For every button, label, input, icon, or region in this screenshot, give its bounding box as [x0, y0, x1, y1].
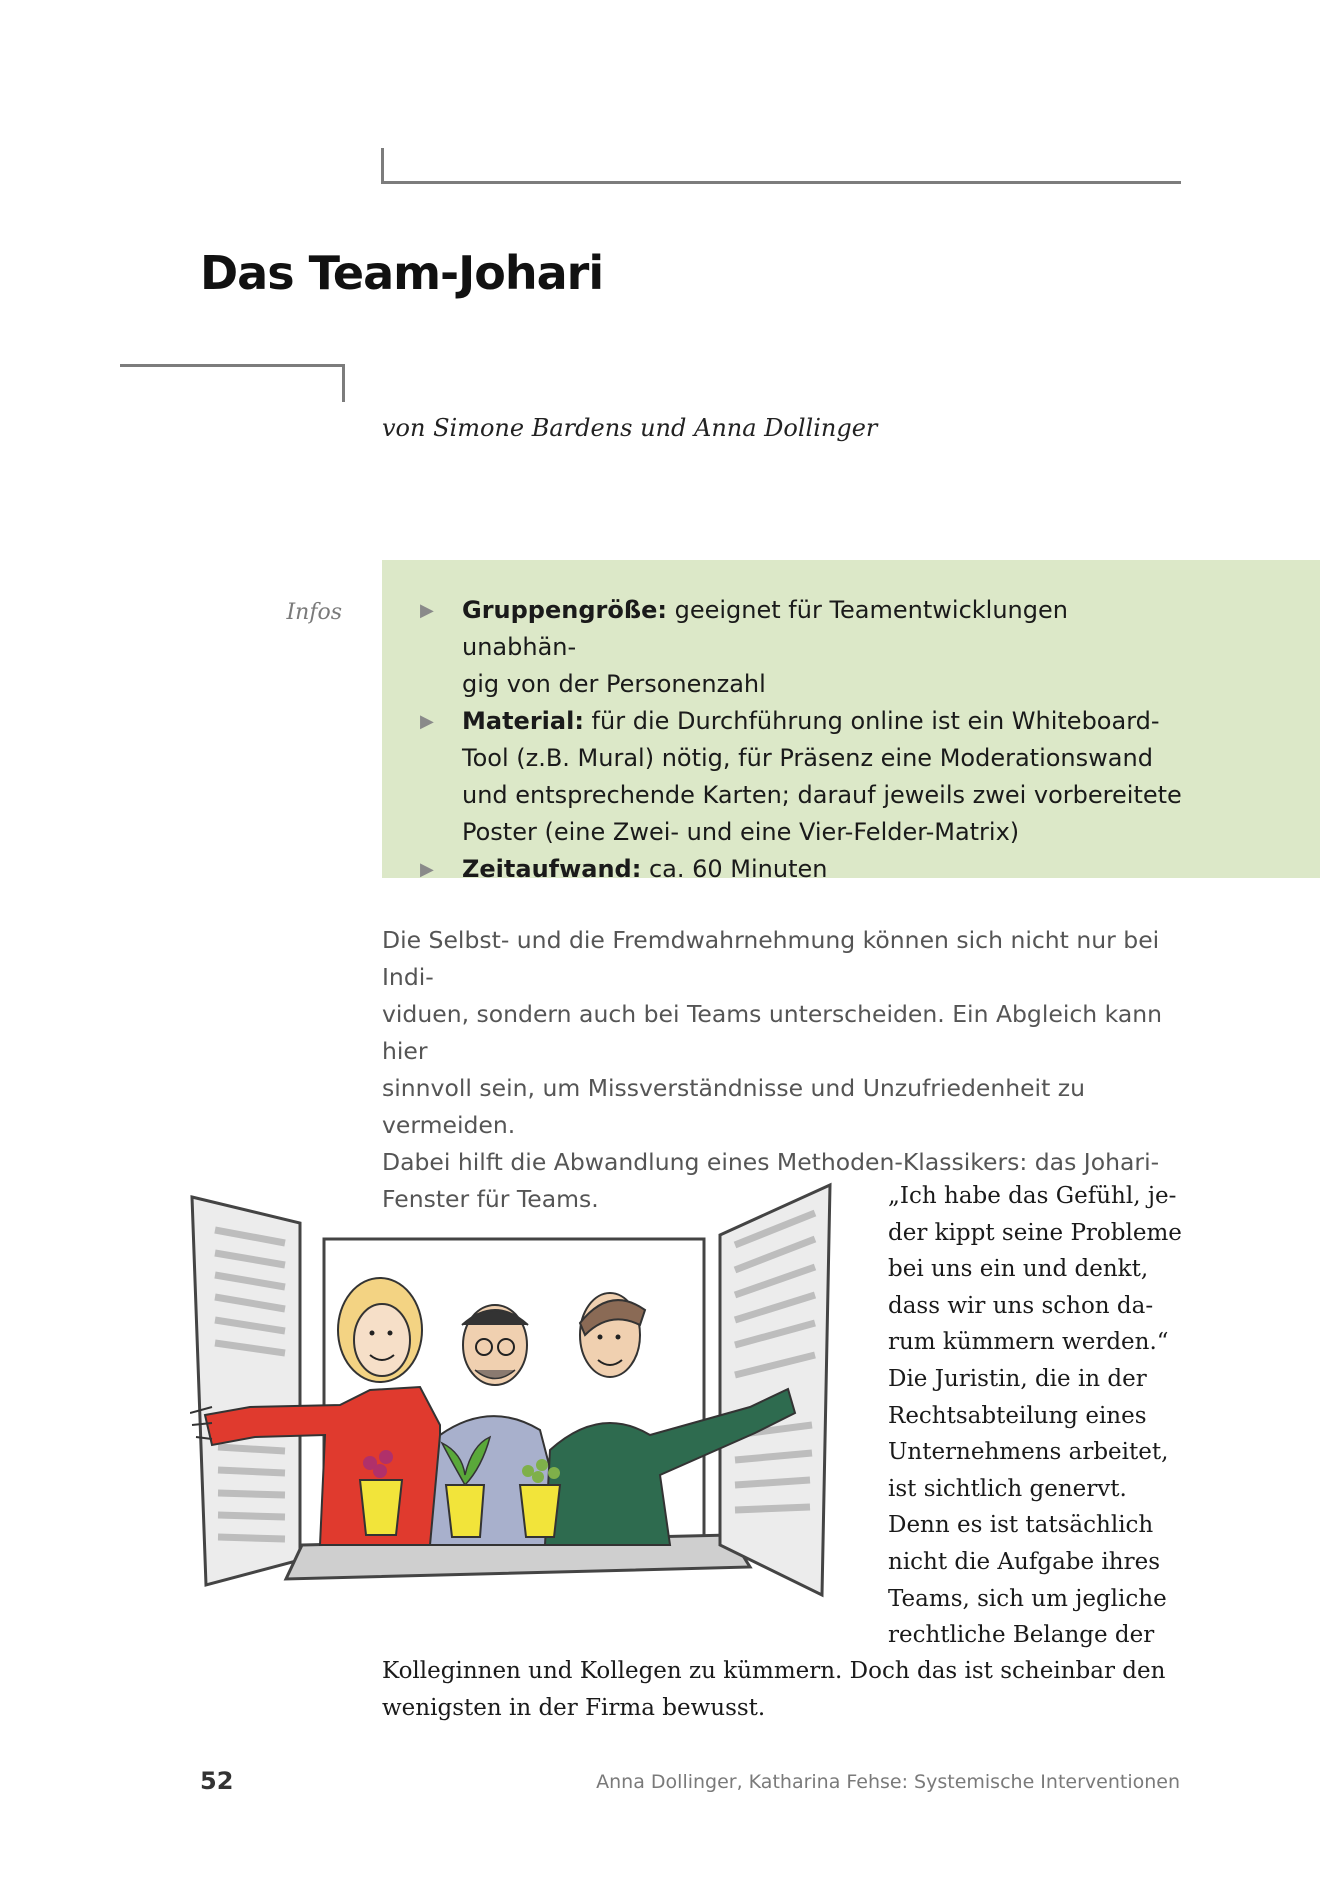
quote-line: Denn es ist tatsächlich [888, 1512, 1154, 1539]
info-term: Material: [462, 707, 584, 735]
info-text: für die Durchführung online ist ein Whiteboard- [583, 707, 1160, 735]
intro-line: Dabei hilft die Abwandlung eines Methoden-Klassikers: das Johari- [382, 1148, 1160, 1176]
triangle-bullet-icon: ▶ [420, 859, 434, 880]
triangle-bullet-icon: ▶ [420, 600, 434, 621]
intro-line: viduen, sondern auch bei Teams unterscheiden. Ein Abgleich kann hier [382, 1000, 1163, 1065]
quote-line: rechtliche Belange der [888, 1622, 1155, 1649]
top-decorative-rule [381, 148, 1181, 184]
quote-line: nicht die Aufgabe ihres [888, 1548, 1161, 1575]
info-term: Gruppengröße: [462, 596, 667, 624]
window-team-illustration [190, 1175, 840, 1615]
quote-line: ist sichtlich genervt. [888, 1475, 1127, 1502]
quote-line: Rechtsabteilung eines [888, 1402, 1147, 1429]
quote-line: dass wir uns schon da- [888, 1292, 1154, 1319]
info-item-time [420, 851, 1182, 888]
quote-line: Kolleginnen und Kollegen zu kümmern. Doch das ist scheinbar den [382, 1658, 1166, 1684]
intro-paragraph [382, 922, 1182, 1218]
intro-line: Die Selbst- und die Fremdwahrnehmung können sich nicht nur bei Indi- [382, 926, 1160, 991]
info-text: Poster (eine Zwei- und eine Vier-Felder-Matrix) [462, 818, 1020, 846]
mid-decorative-rule [120, 364, 345, 402]
info-text: ca. 60 Minuten [641, 855, 828, 883]
info-text: Tool (z.B. Mural) nötig, für Präsenz eine Moderationswand [462, 744, 1153, 772]
authors-line: von Simone Bardens und Anna Dollinger [382, 414, 878, 442]
quote-line: Die Juristin, die in der [888, 1365, 1147, 1392]
right-shutter [720, 1185, 830, 1595]
footer-credit: Anna Dollinger, Katharina Fehse: Systemische Interventionen [596, 1771, 1180, 1793]
quote-line: Unternehmens arbeitet, [888, 1439, 1169, 1466]
page-title: Das Team-Johari [200, 246, 604, 300]
quote-paragraph [888, 1178, 1188, 1654]
intro-line: Fenster für Teams. [382, 1185, 599, 1213]
quote-line: rum kümmern werden.“ [888, 1329, 1169, 1356]
triangle-bullet-icon: ▶ [420, 711, 434, 732]
infos-label: Infos [286, 600, 342, 625]
info-item-group-size [420, 592, 1182, 703]
quote-line: bei uns ein und denkt, [888, 1256, 1149, 1283]
info-text: geeignet für Teamentwicklungen unabhän- [462, 596, 1068, 661]
info-term: Zeitaufwand: [462, 855, 642, 883]
quote-line: „Ich habe das Gefühl, je- [888, 1183, 1177, 1209]
quote-line: Teams, sich um jegliche [888, 1585, 1167, 1612]
quote-line: wenigsten in der Firma bewusst. [382, 1694, 766, 1721]
intro-line: sinnvoll sein, um Missverständnisse und Unzufriedenheit zu vermeiden. [382, 1074, 1086, 1139]
quote-continuation [382, 1653, 1202, 1726]
info-text: gig von der Personenzahl [462, 670, 766, 698]
infos-list [420, 592, 1182, 888]
page-number: 52 [200, 1767, 234, 1795]
quote-line: der kippt seine Probleme [888, 1219, 1182, 1246]
infos-box [382, 560, 1320, 883]
left-shutter [192, 1197, 300, 1585]
info-item-material [420, 703, 1182, 851]
info-text: und entsprechende Karten; darauf jeweils zwei vorbereitete [462, 781, 1182, 809]
